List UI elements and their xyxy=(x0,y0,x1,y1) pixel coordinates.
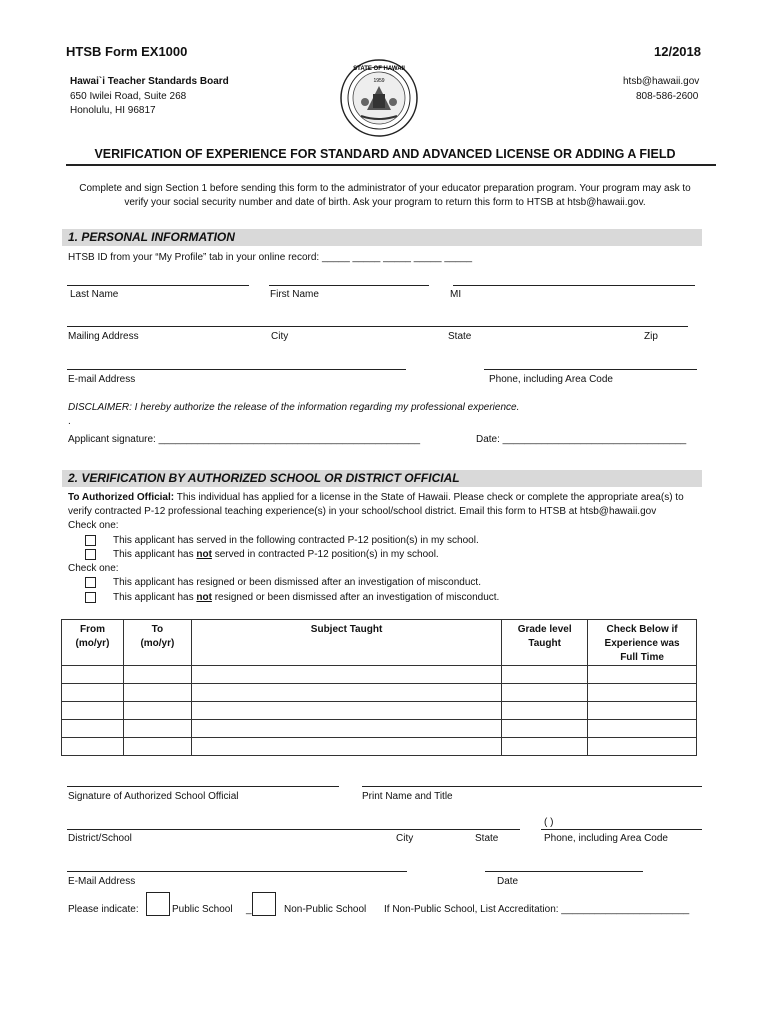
to-official-line xyxy=(68,492,684,503)
table-cell[interactable] xyxy=(123,738,191,756)
intro-line-2: verify your social security number and date of birth. Ask your program to return this form to HTSB at htsb@hawaii.gov. xyxy=(124,197,646,208)
table-body xyxy=(62,666,697,756)
applicant-signature-field[interactable]: Applicant signature: _______________________________________________ xyxy=(68,434,421,445)
not-resigned-option xyxy=(113,592,499,603)
check-one-label-2: Check one: xyxy=(68,563,119,574)
official-date-label: Date xyxy=(497,876,519,887)
public-school-label: Public School xyxy=(172,904,233,915)
last-name-line[interactable] xyxy=(67,285,249,286)
non-public-school-label: Non-Public School xyxy=(284,904,367,915)
to-official-text: This individual has applied for a license in the State of Hawaii. Please check or complete the appropriate area(s) to xyxy=(174,492,684,503)
official-signature-label: Signature of Authorized School Official xyxy=(68,791,239,802)
table-cell[interactable] xyxy=(191,720,501,738)
underscore-mark: _ xyxy=(246,904,252,915)
table-cell[interactable] xyxy=(502,666,588,684)
table-cell[interactable] xyxy=(502,702,588,720)
official-email-label: E-Mail Address xyxy=(68,876,136,887)
table-cell[interactable] xyxy=(588,720,697,738)
table-cell[interactable] xyxy=(588,738,697,756)
col-header-to: To (mo/yr) xyxy=(123,620,191,666)
check-one-label-1: Check one: xyxy=(68,520,119,531)
org-name: Hawai`i Teacher Standards Board xyxy=(70,76,229,87)
first-name-line[interactable] xyxy=(269,285,429,286)
mailing-address-line[interactable] xyxy=(67,326,688,327)
table-header-row xyxy=(62,620,697,666)
experience-table xyxy=(61,619,697,756)
official-state-label: State xyxy=(475,833,499,844)
table-cell[interactable] xyxy=(123,666,191,684)
not-served-post: served in contracted P-12 position(s) in my school. xyxy=(211,549,439,560)
first-name-label: First Name xyxy=(270,289,319,300)
form-date: 12/2018 xyxy=(654,44,701,59)
email-line[interactable] xyxy=(67,369,406,370)
org-email: htsb@hawaii.gov xyxy=(623,76,700,87)
table-row xyxy=(62,702,697,720)
table-row xyxy=(62,720,697,738)
district-line[interactable] xyxy=(67,829,520,830)
official-phone-line[interactable] xyxy=(541,829,702,830)
zip-label: Zip xyxy=(644,331,658,342)
phone-line[interactable] xyxy=(484,369,697,370)
table-cell[interactable] xyxy=(123,684,191,702)
official-email-line[interactable] xyxy=(67,871,407,872)
resigned-checkbox[interactable] xyxy=(85,577,96,588)
mi-label: MI xyxy=(450,289,462,300)
table-row xyxy=(62,738,697,756)
table-cell[interactable] xyxy=(588,702,697,720)
state-seal-logo xyxy=(339,58,419,138)
table-cell[interactable] xyxy=(62,738,124,756)
table-cell[interactable] xyxy=(62,702,124,720)
not-resigned-checkbox[interactable] xyxy=(85,592,96,603)
table-cell[interactable] xyxy=(62,666,124,684)
served-checkbox[interactable] xyxy=(85,535,96,546)
not-served-checkbox[interactable] xyxy=(85,549,96,560)
disclaimer: DISCLAIMER: I hereby authorize the release of the information regarding my professional experience. xyxy=(68,402,520,413)
disclaimer-dot: . xyxy=(68,416,71,427)
seal-text: STATE OF HAWAII xyxy=(353,66,405,72)
last-name-label: Last Name xyxy=(70,289,119,300)
form-id: HTSB Form EX1000 xyxy=(66,44,188,59)
table-cell[interactable] xyxy=(62,720,124,738)
served-option: This applicant has served in the following contracted P-12 position(s) in my school. xyxy=(113,535,479,546)
table-cell[interactable] xyxy=(588,684,697,702)
table-cell[interactable] xyxy=(123,702,191,720)
mi-line[interactable] xyxy=(453,285,695,286)
official-date-line[interactable] xyxy=(485,871,643,872)
table-cell[interactable] xyxy=(502,684,588,702)
non-public-school-checkbox[interactable] xyxy=(252,892,276,916)
accreditation-field[interactable]: If Non-Public School, List Accreditation: _______________________ xyxy=(384,904,690,915)
print-name-line[interactable] xyxy=(362,786,702,787)
table-cell[interactable] xyxy=(502,738,588,756)
table-cell[interactable] xyxy=(191,666,501,684)
org-phone: 808-586-2600 xyxy=(636,91,699,102)
table-row xyxy=(62,684,697,702)
to-official-label: To Authorized Official: xyxy=(68,492,175,503)
area-code-paren: ( ) xyxy=(544,817,554,828)
table-cell[interactable] xyxy=(191,684,501,702)
please-indicate-label: Please indicate: xyxy=(68,904,139,915)
table-cell[interactable] xyxy=(62,684,124,702)
to-official-line-2: verify contracted P-12 professional teaching experience(s) in your school/school district. Email this form to HTSB at htsb@hawaii.gov xyxy=(68,506,657,517)
applicant-date-field[interactable]: Date: _________________________________ xyxy=(476,434,687,445)
official-phone-label: Phone, including Area Code xyxy=(544,833,668,844)
district-label: District/School xyxy=(68,833,132,844)
official-signature-line[interactable] xyxy=(67,786,339,787)
org-address-2: Honolulu, HI 96817 xyxy=(70,105,156,116)
section-1-heading: 1. PERSONAL INFORMATION xyxy=(62,229,702,246)
not-resigned-not: not xyxy=(196,592,212,603)
table-cell[interactable] xyxy=(191,702,501,720)
state-label: State xyxy=(448,331,472,342)
print-name-label: Print Name and Title xyxy=(362,791,453,802)
table-cell[interactable] xyxy=(123,720,191,738)
htsb-id-label[interactable]: HTSB ID from your “My Profile” tab in your online record: _____ _____ _____ _____ _____ xyxy=(68,252,473,263)
not-served-option xyxy=(113,549,439,560)
title-rule xyxy=(66,164,716,166)
not-resigned-pre: This applicant has xyxy=(113,592,197,603)
col-header-fulltime: Check Below if Experience was Full Time xyxy=(588,620,697,666)
email-label: E-mail Address xyxy=(68,374,136,385)
official-city-label: City xyxy=(396,833,414,844)
col-header-grade: Grade level Taught xyxy=(502,620,588,666)
table-row xyxy=(62,666,697,684)
mailing-address-label: Mailing Address xyxy=(68,331,139,342)
public-school-checkbox[interactable] xyxy=(146,892,170,916)
col-header-from: From (mo/yr) xyxy=(62,620,124,666)
org-address-1: 650 Iwilei Road, Suite 268 xyxy=(70,91,187,102)
resigned-option: This applicant has resigned or been dismissed after an investigation of misconduct. xyxy=(113,577,481,588)
not-served-pre: This applicant has xyxy=(113,549,197,560)
phone-label: Phone, including Area Code xyxy=(489,374,613,385)
col-header-subject: Subject Taught xyxy=(191,620,501,666)
table-cell[interactable] xyxy=(502,720,588,738)
seal-year: 1959 xyxy=(373,78,385,84)
city-label: City xyxy=(271,331,289,342)
section-2-heading: 2. VERIFICATION BY AUTHORIZED SCHOOL OR DISTRICT OFFICIAL xyxy=(62,470,702,487)
not-resigned-post: resigned or been dismissed after an investigation of misconduct. xyxy=(211,592,500,603)
table-cell[interactable] xyxy=(191,738,501,756)
intro-line-1: Complete and sign Section 1 before sending this form to the administrator of your educator preparation program. Your program may ask to xyxy=(79,183,691,194)
not-served-not: not xyxy=(196,549,212,560)
page-title: VERIFICATION OF EXPERIENCE FOR STANDARD AND ADVANCED LICENSE OR ADDING A FIELD xyxy=(94,147,676,161)
table-cell[interactable] xyxy=(588,666,697,684)
